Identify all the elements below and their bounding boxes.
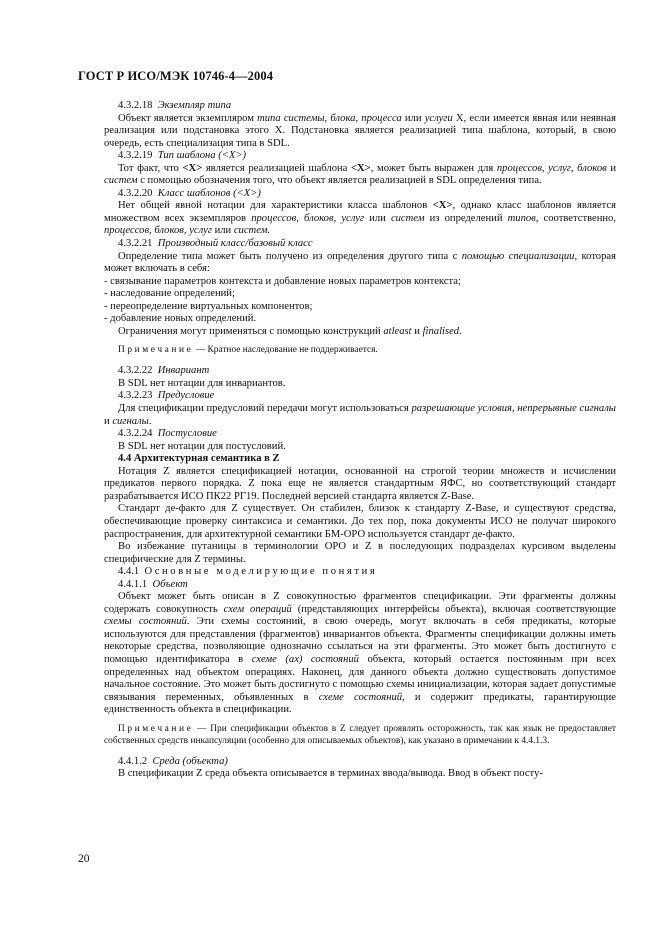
section-heading-4-4: 4.4 Архитектурная семантика в Z [118,453,280,465]
list-item: - добавление новых определений. [104,313,257,325]
clause-heading-4-3-2-19: 4.3.2.19 Тип шаблона (<X>) [118,150,247,162]
list-item: - связывание параметров контекста и добавление новых параметров контекста; [104,275,461,287]
paragraph-derived-class: Определение типа может быть получено из определения другого типа с помощью специализации, которая может включать в себя: [104,250,616,275]
paragraph-environment: В спецификации Z среда объекта описывается в терминах ввода/вывода. Ввод в объект посту- [118,768,543,780]
note-multiple-inheritance: Примечание — Кратное наследование не поддерживается. [118,345,378,356]
paragraph-z-notation: Нотация Z является спецификацией нотации, основанной на строгой теории множеств и исчислении предикатов первого порядка. Z пока еще не является стандартным ЯФС, но соответствующий стандарт разрабатывается ИСО ПК22 РГ19. Последней версией стандарта является Z-Base. [104,465,616,502]
clause-heading-4-4-1-1: 4.4.1.1 Объект [118,578,188,590]
clause-heading-4-3-2-22: 4.3.2.22 Инвариант [118,365,210,377]
clause-heading-4-3-2-23: 4.3.2.23 Предусловие [118,390,215,402]
paragraph-postcondition: В SDL нет нотации для постусловий. [118,440,286,452]
document-header: ГОСТ Р ИСО/МЭК 10746-4—2004 [78,69,274,83]
paragraph-invariant: В SDL нет нотации для инвариантов. [118,377,286,389]
paragraph-terminology: Во избежание путаницы в терминологии ОРО и Z в последующих подразделах курсивом выделены специфические для Z термины. [104,541,616,565]
paragraph-precondition: Для спецификации предусловий передачи могут использоваться разрешающие условия, непрерывные сигналы и сигналы. [104,403,616,427]
clause-heading-4-4-1: 4.4.1 Основные моделирующие понятия [118,566,378,578]
page-number: 20 [78,853,90,865]
note-encapsulation: Примечание — При спецификации объектов в Z следует проявлять осторожность, так как язык не предоставляет собственных средств инкапсуляции (особенно для описываемых объектов), как указано в примечании к 4.4.1.3. [104,723,616,746]
paragraph-z-defacto: Стандарт де-факто для Z существует. Он стабилен, близок к стандарту Z-Base, и существуют средства, обеспечивающие проверку синтаксиса и семантики. До тех пор, пока документы ИСО не получат широкого распространения, для архитектурной семантики БМ-ОРО используется стандарт де-факто. [104,503,616,540]
clause-heading-4-3-2-21: 4.3.2.21 Производный класс/базовый класс [118,238,313,250]
clause-heading-4-3-2-20: 4.3.2.20 Класс шаблонов (<X>) [118,187,261,199]
paragraph-constraints: Ограничения могут применяться с помощью конструкций atleast и finalised. [118,325,462,337]
clause-heading-4-3-2-24: 4.3.2.24 Постусловие [118,428,217,440]
list-item: - наследование определений; [104,288,235,300]
clause-heading-4-4-1-2: 4.4.1.2 Среда (объекта) [118,755,228,767]
page-content [104,100,616,781]
paragraph-template-type: Тот факт, что <X> является реализацией шаблона <X>, может быть выражен для процессов, услуг, блоков и систем с помощью обозначения того, что объект является реализацией в SDL определения типа. [104,162,616,187]
clause-heading-4-3-2-18: 4.3.2.18 Экземпляр типа [118,100,232,111]
paragraph-instance-of-type: Объект является экземпляром типа системы, блока, процесса или услуги X, если имеется явная или неявная реализация или подстановка этого X. Подстановка является реализацией типа шаблона, который, в свою очередь, есть специализация типа в SDL. [104,112,616,149]
paragraph-object: Объект может быть описан в Z совокупностью фрагментов спецификации. Эти фрагменты должны содержать совокупность схем операций (представляющих интерфейсы объекта), включая соответствующие схемы состояний. Эти схемы состояний, в свою очередь, могут включать в себя предикаты, которые используются для представления (фрагментов) инвариантов объекта. Фрагменты спецификации должны иметь некоторые средства, позволяющие однозначно ссылаться на эти фрагменты. Это может быть достигнуто с помощью идентификатора в схеме (ах) состояний объекта, который остается постоянным при всех определенных над объектом операциях. Наконец, для данного объекта должно существовать допустимое начальное состояние. Это может быть достигнуто с помощью схемы инициализации, которая задает допустимые связывания переменных, объявленных в схеме состояний, и содержит предикаты, гарантирующие единственность объекта в спецификации. [104,591,616,716]
paragraph-template-class: Нет общей явной нотации для характеристики класса шаблонов <X>, однако класс шаблонов является множеством всех экземпляров процессов, блоков, услуг или систем из определений типов, соответственно, процессов, блоков, услуг или систем. [104,200,616,237]
list-item: - переопределение виртуальных компонентов; [104,300,313,312]
